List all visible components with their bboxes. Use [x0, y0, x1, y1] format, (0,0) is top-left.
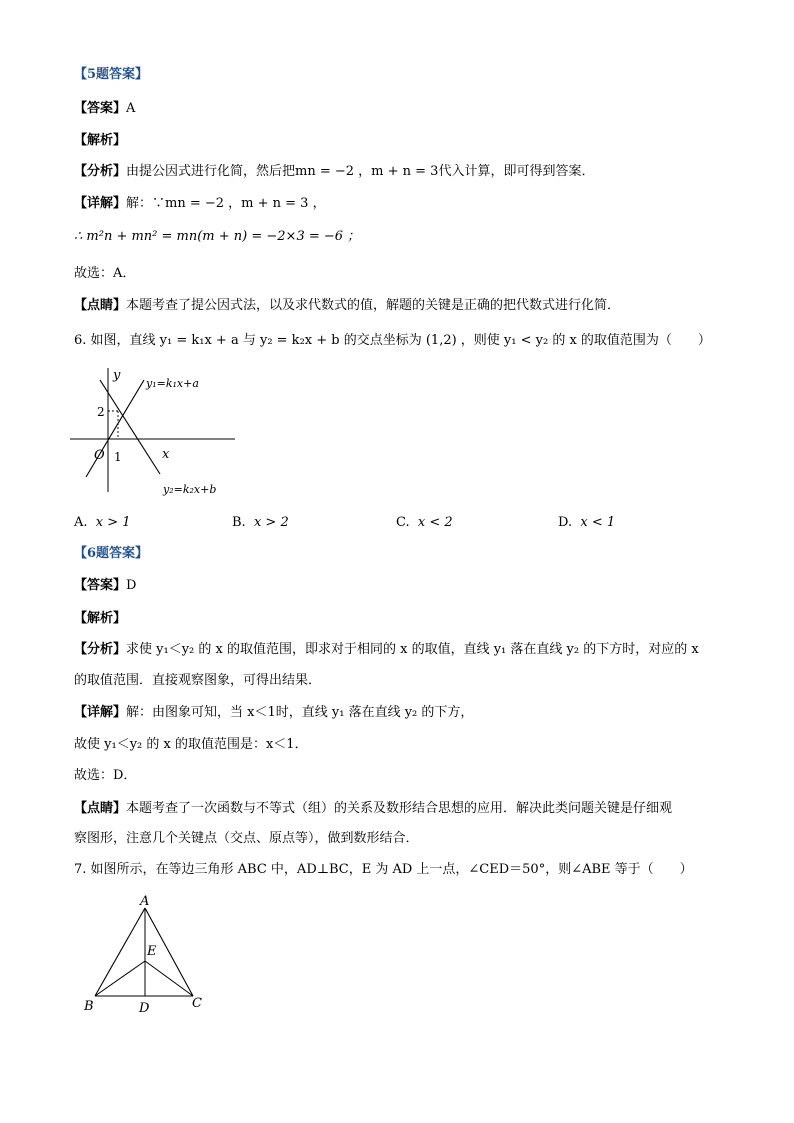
option-text: x < 1 [580, 515, 616, 530]
vertex-b-label: B [84, 999, 94, 1014]
tick-y-label: 2 [97, 405, 105, 419]
answer-value: D [126, 578, 137, 593]
x-axis-label: x [162, 447, 170, 462]
option-text: x < 2 [417, 515, 453, 530]
option-d [558, 515, 615, 530]
q6-question: 6. 如图，直线 y₁ = k₁x + a 与 y₂ = k₂x + b 的交点坐标为 (1,2) ，则使 y₁ < y₂ 的 x 的取值范围为（ ） [74, 333, 711, 348]
analysis-text: 由提公因式进行化简，然后把mn = −2 ，m + n = 3代入计算，即可得到答案． [126, 164, 595, 179]
comment-label: 【点睛】 [74, 801, 127, 816]
tick-x-label: 1 [114, 450, 122, 464]
q6-answer-line [74, 577, 136, 595]
origin-label: O [94, 448, 105, 463]
q5-formula: ∴ m²n + mn² = mn(m + n) = −2×3 = −6 ； [74, 229, 361, 244]
comment-text: 本题考查了一次函数与不等式（组）的关系及数形结合思想的应用．解决此类问题关键是仔细观 [126, 801, 673, 816]
answer-value: A [126, 101, 136, 116]
detail-label: 【详解】 [74, 705, 127, 720]
comment-label: 【点睛】 [74, 298, 127, 313]
q6-detail [74, 704, 473, 722]
answer-label: 【答案】 [74, 578, 127, 593]
q5-answer-line [74, 100, 135, 118]
detail-text: 解：由图象可知，当 x＜1时，直线 y₁ 落在直线 y₂ 的下方， [126, 705, 474, 720]
segment-ce [145, 961, 193, 996]
q6-graph-figure [60, 362, 240, 504]
line2-label: y₂=k₂x+b [163, 483, 217, 496]
q6-answer-tag: 【6题答案】 [74, 546, 149, 561]
point-e-label: E [147, 944, 157, 959]
q5-detail [74, 195, 326, 213]
vertex-c-label: C [192, 996, 202, 1011]
analysis-text: 求使 y₁＜y₂ 的 x 的取值范围，即求对于相同的 x 的取值，直线 y₁ 落在直线 y₂ 的下方时，对应的 x [126, 642, 699, 657]
q6-choose: 故选：D． [74, 768, 137, 783]
option-b [232, 515, 289, 530]
analysis-label: 【分析】 [74, 164, 127, 179]
option-letter: C. [396, 515, 410, 530]
analysis-label: 【分析】 [74, 642, 127, 657]
q5-jiexi: 【解析】 [74, 133, 127, 148]
comment-text: 本题考查了提公因式法，以及求代数式的值，解题的关键是正确的把代数式进行化简． [126, 298, 621, 313]
option-a [74, 515, 131, 530]
side-ab [95, 908, 145, 996]
point-d-label: D [139, 1001, 150, 1016]
option-c [396, 515, 453, 530]
vertex-a-label: A [140, 894, 150, 909]
option-letter: B. [232, 515, 246, 530]
line-y2 [100, 380, 160, 474]
q6-comment [74, 800, 672, 818]
q5-choose: 故选：A． [74, 266, 136, 281]
option-text: x > 2 [253, 515, 289, 530]
option-letter: A. [74, 515, 88, 530]
detail-label: 【详解】 [74, 196, 127, 211]
detail-text: 解：∵mn = −2 ，m + n = 3 ， [126, 196, 326, 211]
answer-label: 【答案】 [74, 101, 127, 116]
q6-analysis-cont: 的取值范围．直接观察图象，可得出结果． [74, 673, 322, 688]
option-text: x > 1 [95, 515, 131, 530]
q6-analysis [74, 641, 699, 659]
q5-comment [74, 297, 620, 315]
q5-answer-tag: 【5题答案】 [74, 67, 149, 82]
option-letter: D. [558, 515, 573, 530]
q5-analysis [74, 163, 594, 181]
q7-question: 7. 如图所示，在等边三角形 ABC 中，AD⊥BC，E 为 AD 上一点，∠CED＝50°，则∠ABE 等于（ ） [74, 862, 693, 877]
q6-jiexi: 【解析】 [74, 611, 127, 626]
q7-triangle-figure [78, 892, 218, 1017]
y-axis-label: y [113, 368, 121, 383]
line1-label: y₁=k₁x+a [146, 377, 199, 390]
q6-detail-cont: 故使 y₁＜y₂ 的 x 的取值范围是：x＜1． [74, 737, 308, 752]
segment-be [95, 961, 145, 996]
q6-comment-cont: 察图形，注意几个关键点（交点、原点等），做到数形结合． [74, 831, 419, 846]
